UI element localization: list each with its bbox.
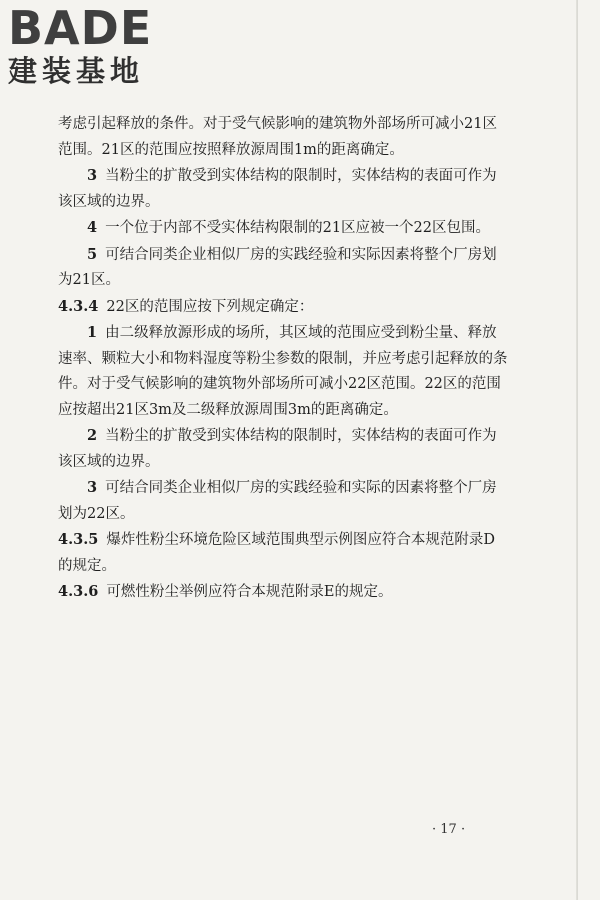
item-number: 1 — [87, 324, 98, 341]
paragraph-text: 一个位于内部不受实体结构限制的21区应被一个22区包围。 — [105, 220, 490, 236]
clause-number: 4.3.4 — [58, 297, 99, 315]
list-item — [58, 215, 508, 242]
body-text — [58, 112, 508, 606]
list-item — [58, 242, 508, 294]
item-number: 5 — [87, 245, 98, 263]
bade-logo — [8, 1, 178, 99]
paragraph-text: 当粉尘的扩散受到实体结构的限制时，实体结构的表面可作为该区域的边界。 — [58, 168, 497, 210]
item-number: 3 — [87, 167, 98, 184]
paragraph-text: 22区的范围应按下列规定确定： — [106, 298, 314, 315]
paragraph-text: 爆炸性粉尘环境危险区域范围典型示例图应符合本规范附录D的规定。 — [58, 532, 495, 574]
list-item — [58, 163, 508, 215]
page-fold-shadow — [576, 0, 578, 900]
paragraph-text: 当粉尘的扩散受到实体结构的限制时，实体结构的表面可作为该区域的边界。 — [58, 428, 497, 470]
paragraph-text: 可结合同类企业相似厂房的实践经验和实际因素将整个厂房划为21区。 — [58, 246, 497, 288]
list-item — [58, 423, 508, 475]
paragraph-text: 可结合同类企业相似厂房的实践经验和实际的因素将整个厂房划为22区。 — [58, 480, 497, 522]
paragraph-text: 由二级释放源形成的场所，其区域的范围应受到粉尘量、释放速率、颗粒大小和物料湿度等粉尘参数的限制，并应考虑引起释放的条件。对于受气候影响的建筑物外部场所可减小22区范围。22区的范围应按超出21区3m及二级释放源周围3m的距离确定。 — [58, 325, 508, 418]
item-number: 3 — [87, 479, 98, 496]
clause-paragraph — [58, 294, 508, 321]
paragraph-continued — [58, 112, 508, 163]
paragraph-text: 考虑引起释放的条件。对于受气候影响的建筑物外部场所可减小21区范围。21区的范围应按照释放源周围1m的距离确定。 — [58, 116, 497, 158]
clause-paragraph — [58, 579, 508, 606]
paragraph-text: 可燃性粉尘举例应符合本规范附录E的规定。 — [106, 584, 393, 600]
clause-number: 4.3.6 — [58, 583, 99, 600]
logo-wordmark: BADE — [8, 1, 153, 55]
list-item — [58, 320, 508, 423]
item-number: 2 — [87, 427, 98, 444]
list-item — [58, 475, 508, 527]
clause-paragraph — [58, 527, 508, 579]
logo-subtitle: 建装基地 — [8, 54, 145, 88]
item-number: 4 — [87, 219, 98, 236]
page-number: · 17 · — [432, 822, 466, 837]
clause-number: 4.3.5 — [58, 531, 99, 548]
